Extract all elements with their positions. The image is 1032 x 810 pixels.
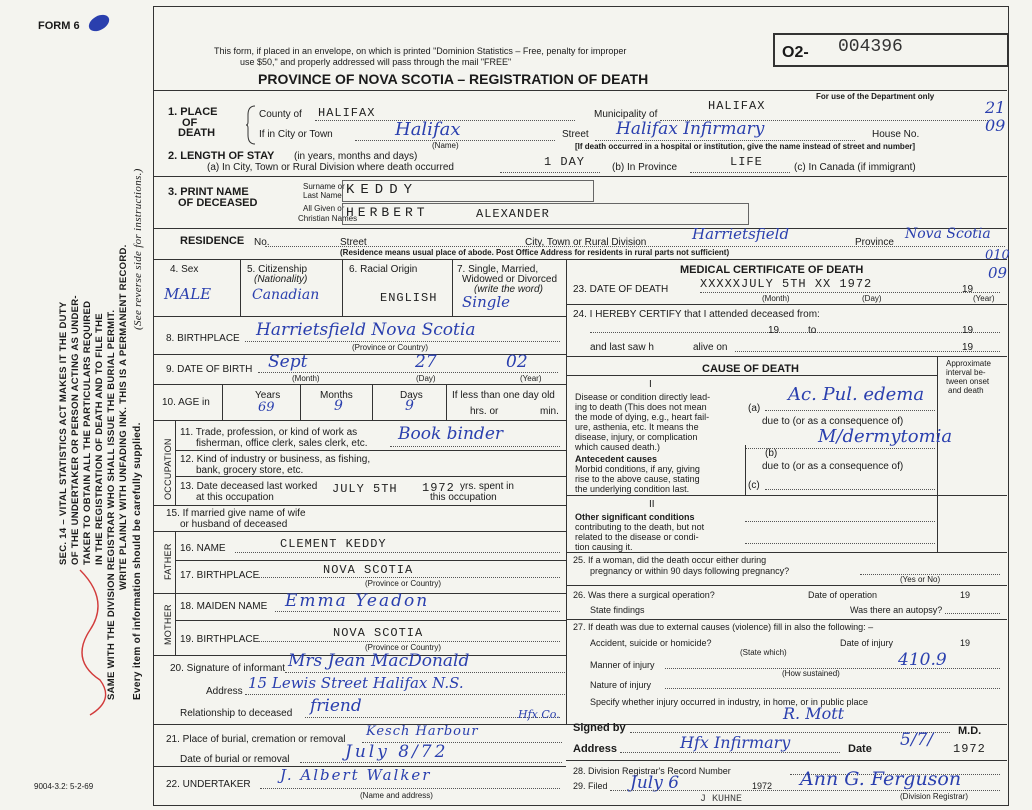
q27-manner: Manner of injury bbox=[590, 660, 655, 670]
dept-use-label: For use of the Department only bbox=[816, 92, 935, 101]
informant-sig-label: 20. Signature of informant bbox=[170, 663, 286, 674]
q15-label-2: or husband of deceased bbox=[180, 519, 288, 530]
signed-by-value: R. Mott bbox=[783, 704, 845, 723]
mother-maiden-value: Emma Yeadon bbox=[285, 591, 430, 611]
age-months: 9 bbox=[334, 398, 343, 414]
interval-label-1: Approximate bbox=[946, 359, 991, 368]
city-value: Halifax bbox=[395, 119, 461, 140]
q25-label-2: pregnancy or within 90 days following pregnancy? bbox=[590, 566, 790, 576]
length-stay-hint: (in years, months and days) bbox=[294, 151, 418, 162]
municipality-label: Municipality of bbox=[594, 109, 658, 120]
side-every-item: Every item of information should be carefully supplied. bbox=[132, 422, 143, 700]
street-value: Halifax Infirmary bbox=[616, 119, 765, 139]
hospital-note: [If death occurred in a hospital or institution, give the name instead of street and number] bbox=[575, 142, 916, 151]
father-name-value: CLEMENT KEDDY bbox=[280, 537, 387, 551]
less-than-day-label: If less than one day old bbox=[452, 390, 555, 401]
signed-by-label: Signed by bbox=[573, 722, 626, 734]
q27-19: 19 bbox=[960, 638, 971, 648]
burial-date-value: July 8/72 bbox=[345, 742, 449, 762]
surname-label: Surname or bbox=[303, 182, 345, 191]
q11-label-2: fisherman, office clerk, sales clerk, etc. bbox=[196, 438, 368, 449]
dob-label: 9. DATE OF BIRTH bbox=[166, 364, 253, 375]
age-days-label: Days bbox=[400, 390, 423, 401]
sex-label: 4. Sex bbox=[170, 264, 199, 275]
street-label: Street bbox=[562, 129, 589, 140]
q26-autopsy: Was there an autopsy? bbox=[850, 605, 943, 615]
mother-birthplace-value: NOVA SCOTIA bbox=[333, 626, 424, 640]
disease-label-6: which caused death.) bbox=[575, 442, 661, 452]
given-label-2: Christian Names bbox=[298, 214, 358, 223]
dob-month: Sept bbox=[268, 352, 308, 372]
citizenship-label: 5. Citizenship bbox=[247, 264, 308, 275]
place-death-label: 1. PLACE bbox=[168, 106, 218, 118]
less-than-day-hrs: hrs. or bbox=[470, 406, 499, 417]
county-label: County of bbox=[259, 109, 302, 120]
burial-place-label: 21. Place of burial, cremation or removal bbox=[166, 734, 346, 745]
dod-month-hint: (Month) bbox=[762, 294, 790, 303]
dob-day-hint: (Day) bbox=[416, 374, 436, 383]
q25-yes-no: (Yes or No) bbox=[900, 575, 941, 584]
ink-blot-mark bbox=[86, 11, 112, 34]
father-birthplace-hint: (Province or Country) bbox=[365, 579, 442, 588]
medical-title: MEDICAL CERTIFICATE OF DEATH bbox=[680, 264, 864, 276]
municipality-code: 21 bbox=[985, 98, 1006, 117]
last-worked-year: 1972 bbox=[422, 481, 455, 495]
q27-state-which: (State which) bbox=[740, 648, 787, 657]
q13-label-2: at this occupation bbox=[196, 492, 274, 503]
dod-value: XXXXXJULY 5TH XX 1972 bbox=[700, 277, 873, 291]
age-years: 69 bbox=[258, 400, 275, 415]
print-name-label-2: OF DECEASED bbox=[178, 197, 258, 209]
side-note-line-3: TAKER TO OBTAIN ALL THE PARTICULARS REQUIRED bbox=[82, 300, 93, 565]
birthplace-value: Harrietsfield Nova Scotia bbox=[256, 320, 476, 340]
side-note-line-2: OF THE UNDERTAKER OR PERSON ACTING AS UNDER- bbox=[70, 295, 81, 565]
antecedent-label-4: the underlying condition last. bbox=[575, 484, 690, 494]
dod-19: 19 bbox=[962, 284, 974, 295]
marital-label-1: 7. Single, Married, bbox=[457, 264, 539, 275]
undertaker-label: 22. UNDERTAKER bbox=[166, 779, 251, 790]
q27-date-injury: Date of injury bbox=[840, 638, 894, 648]
filed-year: 1972 bbox=[752, 781, 773, 791]
father-name-label: 16. NAME bbox=[180, 543, 226, 554]
undertaker-value: J. Albert Walker bbox=[280, 766, 432, 784]
cause-b-label: (b) bbox=[765, 448, 778, 459]
residence-code: 010 bbox=[985, 248, 1010, 263]
surname-label-2: Last Name bbox=[303, 191, 342, 200]
q27-nature: Nature of injury bbox=[590, 680, 652, 690]
county-value: HALIFAX bbox=[318, 106, 376, 120]
header-notice-2: use $50," and properly addressed will pass through the mail "FREE" bbox=[240, 57, 512, 67]
disease-label-3: the mode of dying, e.g., heart fail- bbox=[575, 412, 710, 422]
racial-origin-label: 6. Racial Origin bbox=[349, 264, 418, 275]
residence-street-label: Street bbox=[340, 237, 367, 248]
last-saw-label: and last saw h bbox=[590, 342, 654, 353]
age-months-label: Months bbox=[320, 390, 353, 401]
burial-place-extra: Hfx Co. bbox=[518, 708, 560, 721]
other-conditions-label: Other significant conditions bbox=[575, 512, 695, 522]
print-name-label: 3. PRINT NAME bbox=[168, 186, 249, 198]
q26-state-findings: State findings bbox=[590, 605, 645, 615]
residence-label: RESIDENCE bbox=[180, 235, 245, 247]
place-death-label-2: OF bbox=[182, 117, 198, 129]
residence-province-label: Province bbox=[855, 237, 894, 248]
cause-a-label: (a) bbox=[748, 403, 761, 414]
disease-label-5: disease, injury, or complication bbox=[575, 432, 698, 442]
cause-c-label: (c) bbox=[748, 480, 760, 491]
dob-day: 27 bbox=[415, 352, 437, 372]
footer-code: 9004-3.2: 5-2-69 bbox=[34, 782, 94, 791]
surname-value: KEDDY bbox=[346, 182, 419, 198]
q27-accident: Accident, suicide or homicide? bbox=[590, 638, 712, 648]
q15-label: 15. If married give name of wife bbox=[166, 508, 306, 519]
q12-label-2: bank, grocery store, etc. bbox=[196, 465, 304, 476]
undertaker-hint: (Name and address) bbox=[360, 791, 433, 800]
signer-date-label: Date bbox=[848, 743, 872, 755]
q27-how-sustained: (How sustained) bbox=[782, 669, 840, 678]
dod-day-hint: (Day) bbox=[862, 294, 882, 303]
side-note-line-5: SAME WITH THE DIVISION REGISTRAR WHO SHALL ISSUE THE BURIAL PERMIT. bbox=[106, 309, 117, 700]
given-value-1: HERBERT bbox=[346, 205, 429, 220]
interval-label-3: tween onset bbox=[946, 377, 990, 386]
trade-value: Book binder bbox=[398, 424, 504, 444]
other-conditions-label-4: tion causing it. bbox=[575, 542, 633, 552]
length-stay-label: 2. LENGTH OF STAY bbox=[168, 150, 275, 162]
residence-note: (Residence means usual place of abode. Post Office Address for residents in rural parts not sufficient) bbox=[340, 248, 730, 257]
certify-19b: 19 bbox=[962, 325, 974, 336]
cause-a-value: Ac. Pul. edema bbox=[788, 384, 925, 405]
residence-no-label: No. bbox=[254, 237, 270, 248]
q11-label: 11. Trade, profession, or kind of work as bbox=[180, 427, 358, 438]
registrar-initials: J KUHNE bbox=[700, 794, 743, 805]
stay-a-value: 1 DAY bbox=[544, 155, 586, 169]
antecedent-label-2: Morbid conditions, if any, giving bbox=[575, 464, 700, 474]
form-title: PROVINCE OF NOVA SCOTIA – REGISTRATION OF DEATH bbox=[258, 71, 649, 87]
side-note-line-4: IN THE REGISTRATION OF DEATH AND TO FILE THE bbox=[94, 313, 105, 565]
residence-city-value: Harrietsfield bbox=[692, 225, 790, 243]
occupation-side-label: OCCUPATION bbox=[163, 438, 173, 500]
dob-year-hint: (Year) bbox=[520, 374, 542, 383]
sex-value: MALE bbox=[164, 285, 212, 303]
age-years-label: Years bbox=[255, 390, 281, 401]
q27-manner-code: 410.9 bbox=[898, 650, 947, 670]
given-label: All Given or bbox=[303, 204, 345, 213]
city-label: If in City or Town bbox=[259, 129, 333, 140]
stay-a-label: (a) In City, Town or Rural Division where death occurred bbox=[207, 162, 454, 173]
header-notice-1: This form, if placed in an envelope, on which is printed "Dominion Statistics – Free, penalty for improper bbox=[214, 46, 627, 56]
informant-rel-label: Relationship to deceased bbox=[180, 708, 293, 719]
q26-label: 26. Was there a surgical operation? bbox=[573, 590, 715, 600]
dod-label: 23. DATE OF DEATH bbox=[573, 284, 669, 295]
less-than-day-min: min. bbox=[540, 406, 559, 417]
q13-label: 13. Date deceased last worked bbox=[180, 481, 318, 492]
q26-op-date: Date of operation bbox=[808, 590, 878, 600]
dod-code: 09 bbox=[988, 264, 1008, 282]
marital-label-3: (write the word) bbox=[474, 284, 543, 295]
q27-specify: Specify whether injury occurred in industry, in home, or in public place bbox=[590, 697, 868, 707]
father-side-label: FATHER bbox=[163, 543, 173, 580]
due-to-1: due to (or as a consequence of) bbox=[762, 416, 904, 427]
alive-19: 19 bbox=[962, 342, 974, 353]
antecedent-label-3: rise to the above cause, stating bbox=[575, 474, 700, 484]
father-birthplace-label: 17. BIRTHPLACE bbox=[180, 570, 260, 581]
cause-title: CAUSE OF DEATH bbox=[702, 363, 799, 375]
side-note-line-6: WRITE PLAINLY WITH UNFADING INK. THIS IS A PERMANENT RECORD. bbox=[118, 244, 129, 590]
dob-year: 02 bbox=[506, 352, 528, 372]
residence-province-value: Nova Scotia bbox=[905, 226, 991, 242]
cause-part-1: I bbox=[649, 379, 652, 390]
signer-address-label: Address bbox=[573, 743, 618, 755]
side-instructions: (See reverse side for instructions.) bbox=[132, 168, 144, 330]
yrs-spent-label-2: this occupation bbox=[430, 492, 497, 503]
filed-value: July 6 bbox=[630, 773, 680, 793]
q28-label: 28. Division Registrar's Record Number bbox=[573, 766, 731, 776]
city-name-hint: (Name) bbox=[432, 141, 459, 150]
signer-date-year: 1972 bbox=[953, 742, 986, 756]
burial-place-value: Kesch Harbour bbox=[366, 724, 479, 739]
mother-maiden-label: 18. MAIDEN NAME bbox=[180, 601, 268, 612]
given-value-2: ALEXANDER bbox=[476, 207, 550, 221]
stay-c-label: (c) In Canada (if immigrant) bbox=[794, 162, 916, 173]
cause-part-2: II bbox=[649, 499, 655, 510]
other-conditions-label-3: related to the disease or condi- bbox=[575, 532, 699, 542]
signer-date-value: 5/7/ bbox=[900, 730, 934, 750]
due-to-2: due to (or as a consequence of) bbox=[762, 461, 904, 472]
q27-label: 27. If death was due to external causes (violence) fill in also the following: – bbox=[573, 622, 874, 632]
q26-19: 19 bbox=[960, 590, 971, 600]
mother-birthplace-label: 19. BIRTHPLACE bbox=[180, 634, 260, 645]
registrar-signature: Ann G. Ferguson bbox=[800, 768, 962, 790]
municipality-value: HALIFAX bbox=[708, 99, 766, 113]
registration-prefix: O2- bbox=[782, 44, 809, 61]
house-no-label: House No. bbox=[872, 129, 920, 140]
registration-number: 004396 bbox=[838, 37, 903, 57]
citizenship-label-2: (Nationality) bbox=[254, 274, 308, 285]
side-note-line-1: SEC. 14 – VITAL STATISTICS ACT MAKES IT THE DUTY bbox=[58, 301, 69, 565]
burial-date-label: Date of burial or removal bbox=[180, 754, 290, 765]
birthplace-hint: (Province or Country) bbox=[352, 343, 429, 352]
certify-to: to bbox=[808, 325, 817, 336]
disease-label-4: ure, asthenia, etc. It means the bbox=[575, 422, 699, 432]
marital-value: Single bbox=[462, 293, 511, 311]
place-death-label-3: DEATH bbox=[178, 127, 216, 139]
q29-label: 29. Filed bbox=[573, 781, 608, 791]
q12-label: 12. Kind of industry or business, as fishing, bbox=[180, 454, 371, 465]
certify-label: 24. I HEREBY CERTIFY that I attended deceased from: bbox=[573, 309, 820, 320]
cause-b-dx: M/dermytomia bbox=[818, 426, 953, 447]
interval-label-2: interval be- bbox=[946, 368, 986, 377]
last-worked-value: JULY 5TH bbox=[332, 482, 398, 496]
alive-on-label: alive on bbox=[693, 342, 728, 353]
racial-origin-value: ENGLISH bbox=[380, 291, 438, 305]
red-ink-scribble bbox=[60, 560, 120, 720]
age-label: 10. AGE in bbox=[162, 397, 210, 408]
house-code: 09 bbox=[985, 116, 1006, 135]
certify-19a: 19 bbox=[768, 325, 780, 336]
interval-label-4: and death bbox=[948, 386, 984, 395]
father-birthplace-value: NOVA SCOTIA bbox=[323, 563, 414, 577]
marital-label-2: Widowed or Divorced bbox=[462, 274, 558, 285]
citizenship-value: Canadian bbox=[252, 287, 320, 303]
disease-label-2: ing to death (This does not mean bbox=[575, 402, 707, 412]
other-conditions-label-2: contributing to the death, but not bbox=[575, 522, 705, 532]
stay-b-value: LIFE bbox=[730, 155, 763, 169]
dob-month-hint: (Month) bbox=[292, 374, 320, 383]
antecedent-label: Antecedent causes bbox=[575, 454, 658, 464]
informant-addr-label: Address bbox=[206, 686, 243, 697]
signer-address-value: Hfx Infirmary bbox=[680, 733, 791, 752]
yrs-spent-label: yrs. spent in bbox=[460, 481, 514, 492]
disease-label-1: Disease or condition directly lead- bbox=[575, 392, 711, 402]
age-days: 9 bbox=[405, 398, 414, 414]
stay-b-label: (b) In Province bbox=[612, 162, 678, 173]
informant-addr-value: 15 Lewis Street Halifax N.S. bbox=[248, 674, 464, 692]
informant-rel-value: friend bbox=[310, 696, 362, 716]
registrar-hint: (Division Registrar) bbox=[900, 792, 969, 801]
birthplace-label: 8. BIRTHPLACE bbox=[166, 333, 240, 344]
dod-year-hint: (Year) bbox=[973, 294, 995, 303]
form-number-label: FORM 6 bbox=[38, 20, 80, 32]
residence-city-label: City, Town or Rural Division bbox=[525, 237, 647, 248]
informant-sig-value: Mrs Jean MacDonald bbox=[288, 651, 470, 671]
q25-label: 25. If a woman, did the death occur either during bbox=[573, 555, 767, 565]
md-label: M.D. bbox=[958, 725, 982, 737]
mother-side-label: MOTHER bbox=[163, 604, 173, 645]
mother-birthplace-hint: (Province or Country) bbox=[365, 643, 442, 652]
